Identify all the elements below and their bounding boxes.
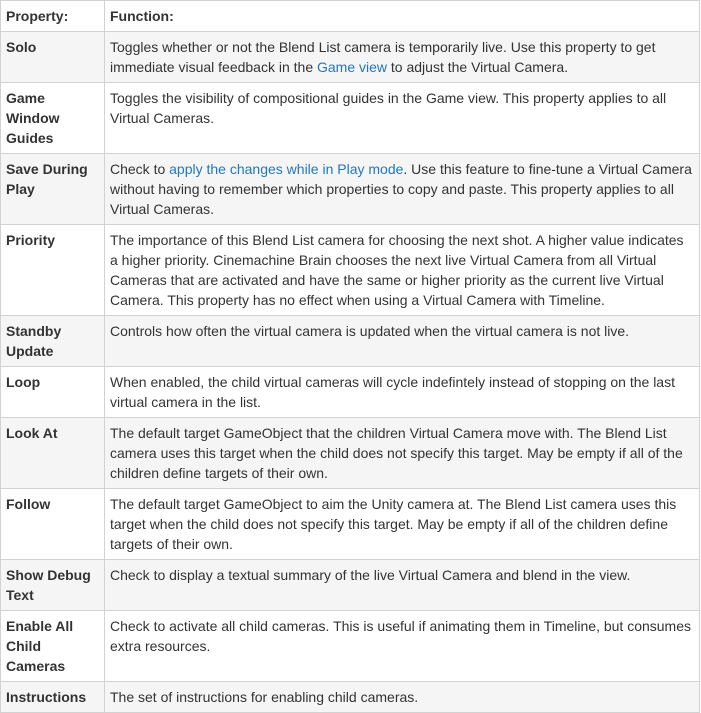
property-name: Standby Update <box>1 316 105 367</box>
function-text: Toggles the visibility of compositional guides in the Game view. This property applies to all Virtual Cameras. <box>110 90 667 126</box>
property-function <box>105 32 700 83</box>
function-text: to adjust the Virtual Camera. <box>387 59 569 75</box>
function-text: The importance of this Blend List camera for choosing the next shot. A higher value indicates a higher priority. Cinemachine Brain chooses the next live Virtual Camera from all Virtual Cameras that are activated and have the same or higher priority as the current live Virtual Camera. This property has no effect when using a Virtual Camera with Timeline. <box>110 232 684 308</box>
function-text: When enabled, the child virtual cameras will cycle indefintely instead of stopping on the last virtual camera in the list. <box>110 374 675 410</box>
function-text: Controls how often the virtual camera is updated when the virtual camera is not live. <box>110 323 630 339</box>
property-name: Save During Play <box>1 154 105 225</box>
table-body <box>1 32 700 713</box>
header-property: Property: <box>1 1 105 32</box>
doc-link[interactable]: apply the changes while in Play mode <box>169 161 404 177</box>
header-function: Function: <box>105 1 700 32</box>
property-function <box>105 560 700 611</box>
property-name: Priority <box>1 225 105 316</box>
function-text: The default target GameObject that the children Virtual Camera move with. The Blend List camera uses this target when the child does not specify this target. May be empty if all of the children define targets of their own. <box>110 425 683 481</box>
property-name: Loop <box>1 367 105 418</box>
function-text: The default target GameObject to aim the Unity camera at. The Blend List camera uses this target when the child does not specify this target. May be empty if all of the children define targets of their own. <box>110 496 677 552</box>
property-function <box>105 367 700 418</box>
function-text: Check to display a textual summary of the live Virtual Camera and blend in the view. <box>110 567 631 583</box>
property-name: Follow <box>1 489 105 560</box>
table-header-row <box>1 1 700 32</box>
property-function <box>105 83 700 154</box>
table-row <box>1 154 700 225</box>
property-name: Game Window Guides <box>1 83 105 154</box>
function-text: Toggles whether or not the Blend List camera is temporarily live. Use this property to get immediate visual feedback in the <box>110 39 656 75</box>
property-name: Show Debug Text <box>1 560 105 611</box>
table-row <box>1 225 700 316</box>
property-name: Look At <box>1 418 105 489</box>
property-function <box>105 682 700 713</box>
table-row <box>1 32 700 83</box>
table-row <box>1 367 700 418</box>
property-function <box>105 225 700 316</box>
function-text: The set of instructions for enabling child cameras. <box>110 689 419 705</box>
function-text: . Use this feature to fine-tune a Virtual Camera without having to remember which properties to copy and paste. This property applies to all Virtual Cameras. <box>110 161 692 217</box>
property-function <box>105 611 700 682</box>
property-function <box>105 418 700 489</box>
property-function <box>105 489 700 560</box>
property-function <box>105 154 700 225</box>
property-name: Enable All Child Cameras <box>1 611 105 682</box>
doc-link[interactable]: Game view <box>317 59 388 75</box>
function-text: Check to <box>110 161 170 177</box>
table-row <box>1 682 700 713</box>
table-row <box>1 418 700 489</box>
function-text: Check to activate all child cameras. This is useful if animating them in Timeline, but consumes extra resources. <box>110 618 691 654</box>
table-row <box>1 316 700 367</box>
table-row <box>1 611 700 682</box>
table-row <box>1 560 700 611</box>
property-name: Solo <box>1 32 105 83</box>
property-name: Instructions <box>1 682 105 713</box>
property-function <box>105 316 700 367</box>
table-row <box>1 83 700 154</box>
table-row <box>1 489 700 560</box>
